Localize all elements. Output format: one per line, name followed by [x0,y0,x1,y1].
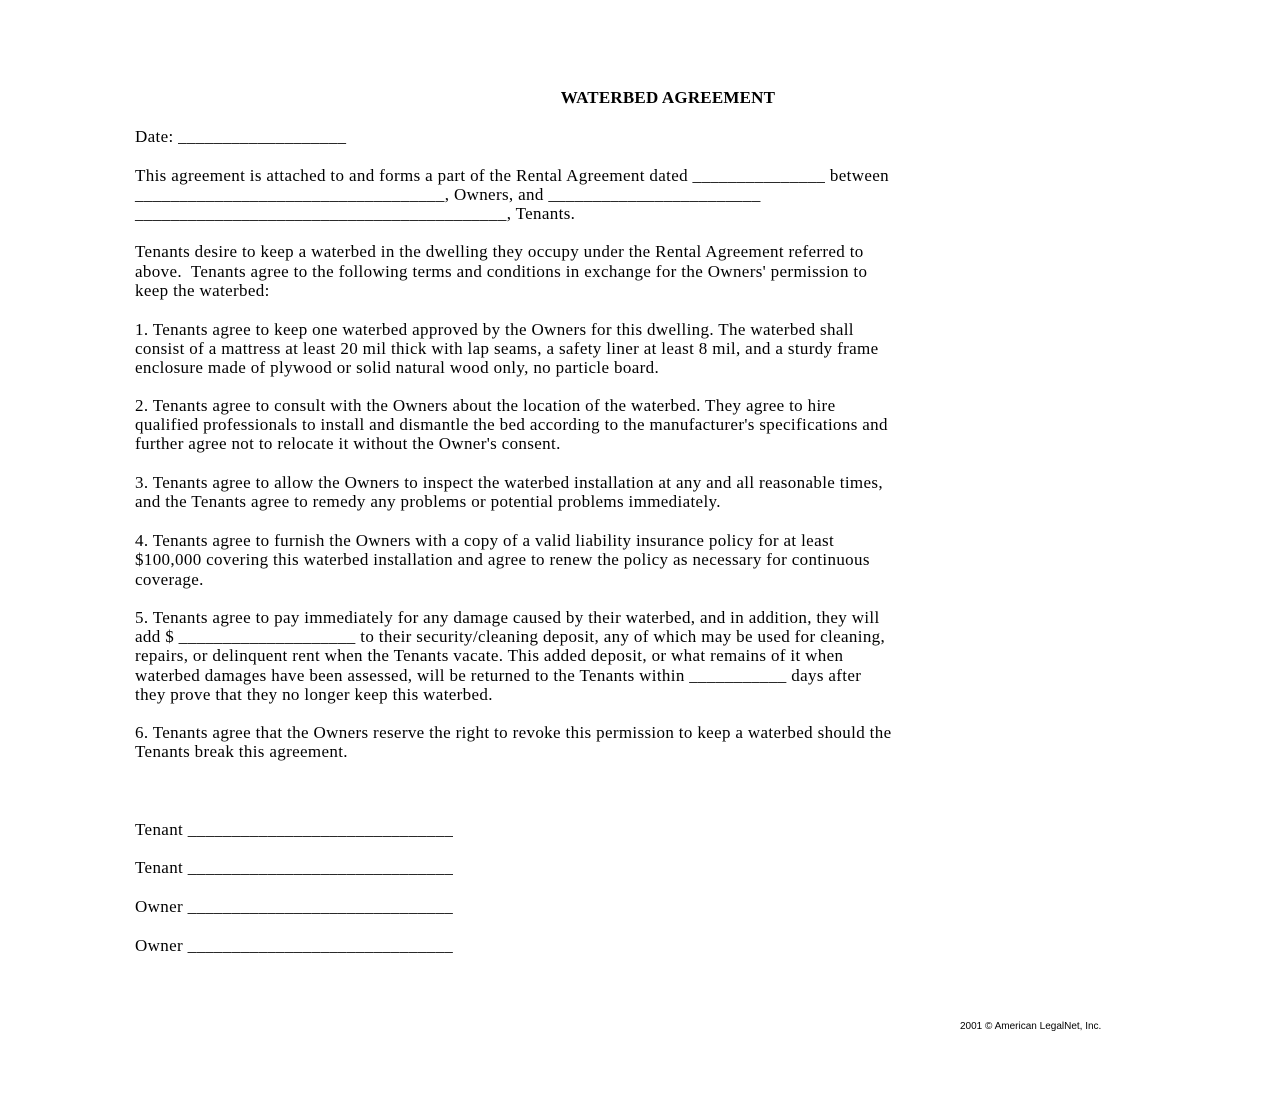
tenant-signature-line: Tenant ______________________________ [135,858,454,877]
clause-2-line: further agree not to relocate it without the Owner's consent. [135,434,561,453]
clause-5-line: 5. Tenants agree to pay immediately for any damage caused by their waterbed, and in addition, they will [135,608,880,627]
clause-1-line: consist of a mattress at least 20 mil thick with lap seams, a safety liner at least 8 mil, and a sturdy frame [135,339,879,358]
clause-5-line: waterbed damages have been assessed, will be returned to the Tenants within ___________ days after [135,666,862,685]
clause-3-line: 3. Tenants agree to allow the Owners to inspect the waterbed installation at any and all reasonable times, [135,473,883,492]
clause-1-line: 1. Tenants agree to keep one waterbed approved by the Owners for this dwelling. The waterbed shall [135,320,854,339]
owner-signature-line: Owner ______________________________ [135,936,454,955]
intro-line: __________________________________________, Tenants. [135,204,576,223]
clause-4-line: $100,000 covering this waterbed installation and agree to renew the policy as necessary for continuous [135,550,870,569]
document-title: WATERBED AGREEMENT [560,88,776,107]
date-line: Date: ___________________ [135,127,347,146]
clause-5-line: repairs, or delinquent rent when the Tenants vacate. This added deposit, or what remains of it when [135,646,844,665]
tenant-signature-line: Tenant ______________________________ [135,820,454,839]
clause-2-line: qualified professionals to install and dismantle the bed according to the manufacturer's specifications and [135,415,888,434]
clause-2-line: 2. Tenants agree to consult with the Owners about the location of the waterbed. They agree to hire [135,396,836,415]
clause-3-line: and the Tenants agree to remedy any problems or potential problems immediately. [135,492,721,511]
preamble-line: above. Tenants agree to the following terms and conditions in exchange for the Owners' permission to [135,262,868,281]
clause-5-line: add $ ____________________ to their security/cleaning deposit, any of which may be used for cleaning, [135,627,886,646]
preamble-line: Tenants desire to keep a waterbed in the dwelling they occupy under the Rental Agreement referred to [135,242,864,261]
clause-5-line: they prove that they no longer keep this waterbed. [135,685,493,704]
clause-6-line: Tenants break this agreement. [135,742,348,761]
intro-line: ___________________________________, Owners, and ________________________ [135,185,761,204]
copyright-footer: 2001 © American LegalNet, Inc. [960,1021,1102,1032]
clause-6-line: 6. Tenants agree that the Owners reserve the right to revoke this permission to keep a waterbed should the [135,723,892,742]
owner-signature-line: Owner ______________________________ [135,897,454,916]
preamble-line: keep the waterbed: [135,281,270,300]
clause-1-line: enclosure made of plywood or solid natural wood only, no particle board. [135,358,660,377]
intro-line: This agreement is attached to and forms a part of the Rental Agreement dated _______________ between [135,166,889,185]
clause-4-line: 4. Tenants agree to furnish the Owners with a copy of a valid liability insurance policy for at least [135,531,835,550]
clause-4-line: coverage. [135,570,204,589]
